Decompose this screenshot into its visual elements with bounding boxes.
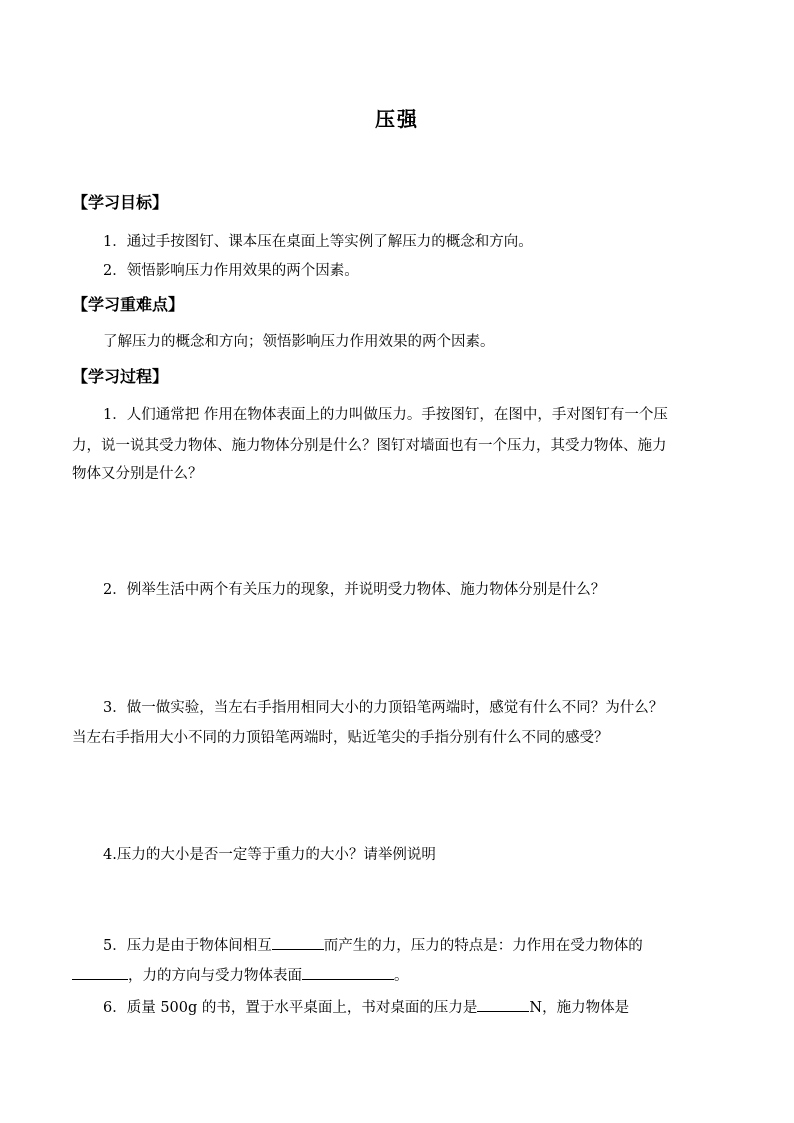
q6-text-1: 6．质量 500g 的书，置于水平桌面上，书对桌面的压力是	[103, 1000, 478, 1016]
question-3-line-2: 当左右手指用大小不同的力顶铅笔两端时，贴近笔尖的手指分别有什么不同的感受？	[72, 730, 609, 746]
q6-blank-1[interactable]	[477, 996, 529, 1012]
question-1-line-2: 力，说一说其受力物体、施力物体分别是什么？图钉对墙面也有一个压力，其受力物体、施力	[72, 438, 667, 454]
key-points-text: 了解压力的概念和方向；领悟影响压力作用效果的两个因素。	[103, 334, 495, 350]
question-1-line-3: 物体又分别是什么？	[72, 466, 203, 482]
question-5-line-1	[103, 934, 643, 956]
question-4: 4.压力的大小是否一定等于重力的大小？请举例说明	[103, 847, 436, 863]
q5-text-1: 5．压力是由于物体间相互	[103, 938, 272, 954]
q5-blank-2[interactable]	[72, 964, 128, 980]
page-title: 压强	[375, 107, 419, 131]
goal-item-1: 1．通过手按图钉、课本压在桌面上等实例了解压力的概念和方向。	[103, 234, 533, 250]
q5-text-4: 。	[394, 968, 409, 984]
q5-text-2: 而产生的力，压力的特点是：力作用在受力物体的	[323, 938, 643, 954]
question-5-line-2	[72, 964, 409, 986]
goals-heading: 【学习目标】	[72, 193, 169, 212]
question-3-line-1: 3．做一做实验，当左右手指用相同大小的力顶铅笔两端时，感觉有什么不同？为什么？	[103, 700, 664, 716]
goal-item-2: 2．领悟影响压力作用效果的两个因素。	[103, 263, 359, 279]
process-heading: 【学习过程】	[72, 367, 169, 386]
q5-blank-1[interactable]	[272, 934, 324, 950]
question-2: 2．例举生活中两个有关压力的现象，并说明受力物体、施力物体分别是什么？	[103, 582, 606, 598]
question-6-line-1	[103, 996, 629, 1018]
q5-blank-3[interactable]	[302, 964, 394, 980]
q5-text-3: ，力的方向与受力物体表面	[128, 968, 302, 984]
q6-text-2: N，施力物体是	[529, 1000, 630, 1016]
key-points-heading: 【学习重难点】	[72, 295, 185, 314]
question-1-line-1: 1．人们通常把 作用在物体表面上的力叫做压力。手按图钉，在图中，手对图钉有一个压	[103, 407, 668, 423]
